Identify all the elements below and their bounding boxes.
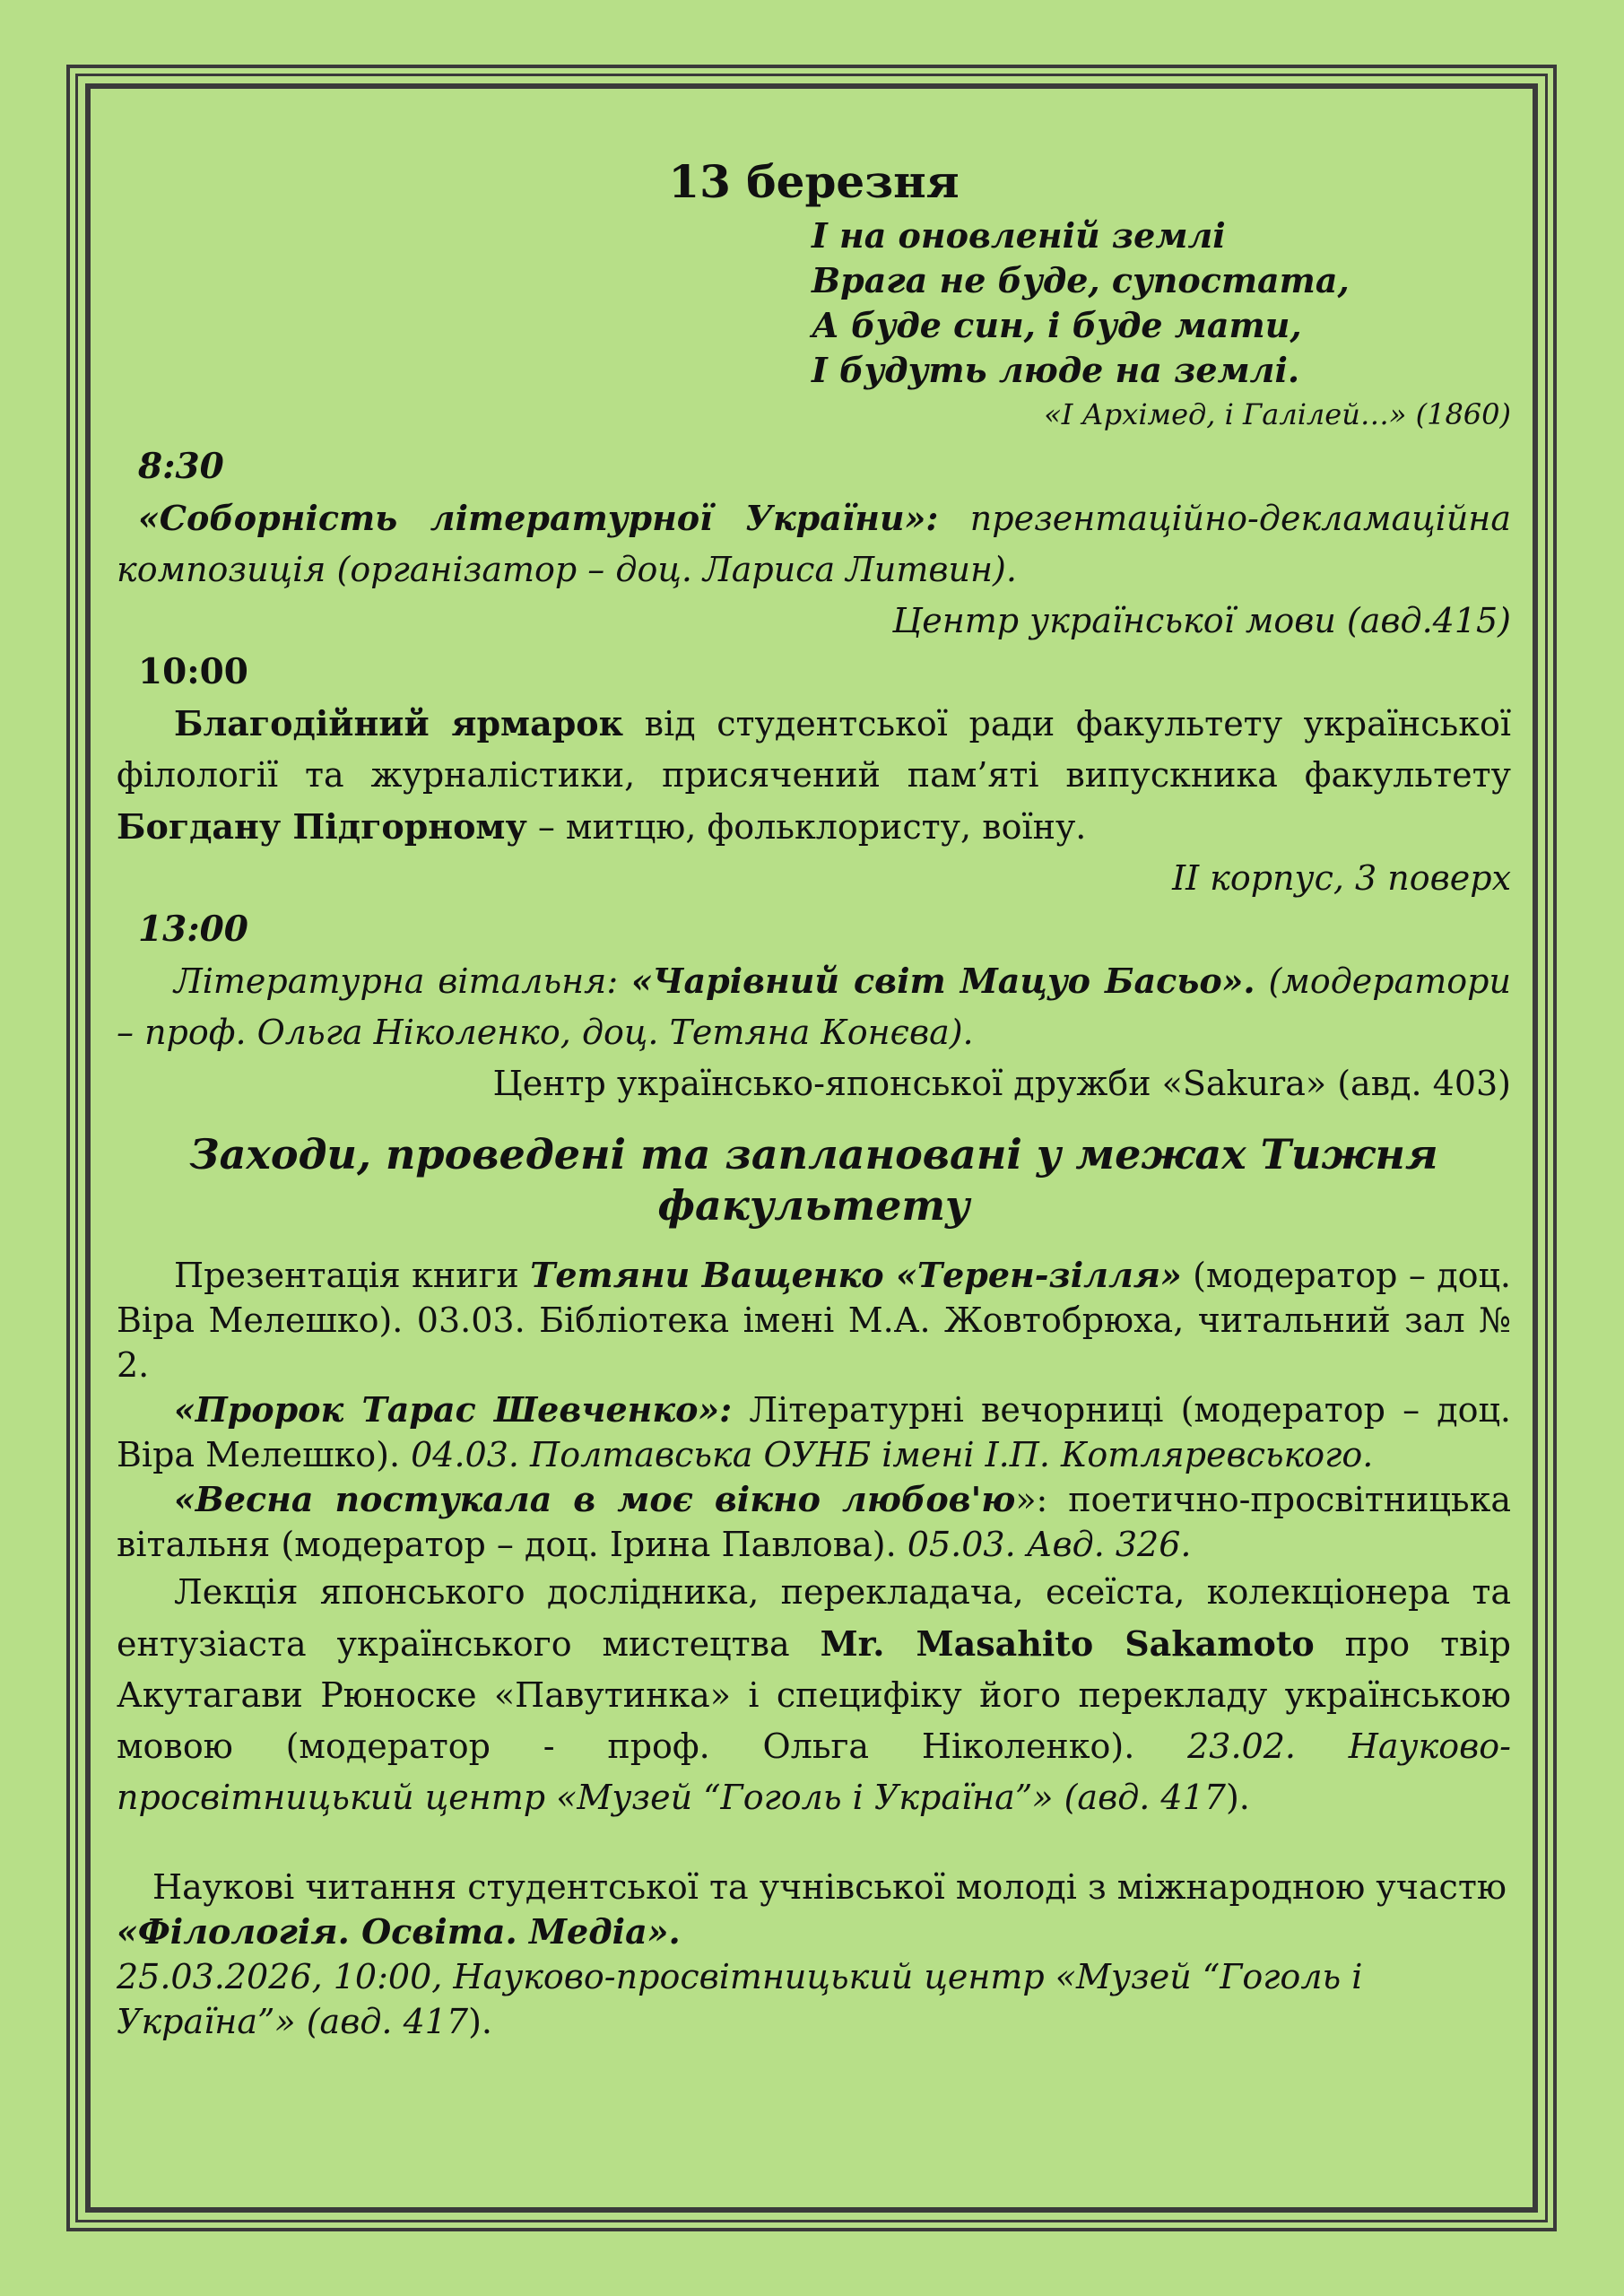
- readings-announcement: [117, 1865, 1511, 2044]
- event-text: – митцю, фольклористу, воїну.: [526, 807, 1087, 847]
- item-title: Тетяни Ващенко «Терен-зілля»: [530, 1255, 1182, 1295]
- item-title: «Пророк Тарас Шевченко»:: [174, 1389, 733, 1430]
- event-location: Центр української мови (авд.415): [892, 601, 1511, 640]
- item-text: »: поетично-просвітницька вітальня (модератор – доц. Ірина Павлова).: [117, 1480, 1511, 1564]
- item-tail: ).: [1225, 1778, 1250, 1817]
- readings-location: 25.03.2026, 10:00, Науково-просвітницький центр «Музей “Гоголь і Україна”» (авд. 417: [117, 1957, 1363, 2041]
- item-title: «Весна постукала в моє вікно любов'ю: [174, 1479, 1016, 1519]
- item-location: 05.03. Авд. 326.: [907, 1525, 1192, 1564]
- event-text: презентаційно-декламаційна композиція (організатор – доц. Лариса Литвин).: [117, 499, 1511, 589]
- event-person: Богдану Підгорному: [117, 806, 527, 847]
- poem-line: Врага не буде, супостата,: [812, 260, 1350, 300]
- event-time: 8:30: [138, 446, 224, 487]
- list-item: [117, 1477, 1511, 1567]
- event-location: Центр українсько-японської дружби «Sakura» (авд. 403): [492, 1064, 1511, 1103]
- event-title: Благодійний ярмарок: [174, 703, 624, 744]
- section-title: Заходи, проведені та заплановані у межах Тижня факультету: [189, 1130, 1438, 1230]
- poem-line: А буде син, і буде мати,: [812, 305, 1302, 345]
- readings-text: Наукові читання студентської та учнівської молоді з міжнародною участю: [152, 1867, 1507, 1907]
- poem-source: «І Архімед, і Галілей…» (1860): [1044, 397, 1511, 431]
- event-title: «Чарівний світ Мацуо Басьо».: [631, 961, 1255, 1001]
- event-text: від студентської ради факультету української філології та журналістики, присячений пам’яті випускника факультету: [117, 704, 1512, 795]
- list-item: [117, 1253, 1511, 1387]
- readings-title: «Філологія. Освіта. Медіа».: [117, 1911, 681, 1952]
- item-location: 04.03. Полтавська ОУНБ імені І.П. Котляревського.: [411, 1435, 1374, 1474]
- event-time: 13:00: [138, 909, 248, 950]
- item-text: Лекція японського дослідника, перекладача, есеїста, колекціонера та ентузіаста українського мистецтва: [117, 1572, 1511, 1664]
- readings-tail: ).: [468, 2002, 493, 2041]
- poem-line: І на оновленій землі: [812, 215, 1226, 256]
- item-person: Mr. Masahito Sakamoto: [820, 1623, 1315, 1664]
- item-text: (модератор – доц. Віра Мелешко). 03.03. Бібліотека імені М.А. Жовтобрюха, читальний зал № 2.: [117, 1256, 1511, 1385]
- item-text: про твір Акутагави Рюноске «Павутинка» і специфіку його перекладу українською мовою (модератор - проф. Ольга Ніколенко).: [117, 1624, 1511, 1766]
- list-item: [117, 1567, 1511, 1823]
- list-item: [117, 1387, 1511, 1477]
- event-description: [117, 492, 1511, 596]
- event-title: «Соборність літературної України»:: [138, 498, 939, 538]
- event-text: (модератори – проф. Ольга Ніколенко, доц. Тетяна Конєва).: [117, 961, 1511, 1052]
- poem-epigraph: [812, 213, 1511, 393]
- document-content: [117, 152, 1511, 2044]
- item-prefix: Презентація книги: [174, 1256, 531, 1295]
- event-location: ІІ корпус, 3 поверх: [1172, 858, 1511, 898]
- item-text: Літературні вечорниці (модератор – доц. Віра Мелешко).: [117, 1390, 1511, 1474]
- poem-line: І будуть люде на землі.: [812, 350, 1300, 390]
- event-time: 10:00: [138, 651, 248, 692]
- item-location: 23.02. Науково-просвітницький центр «Музей “Гоголь і Україна”» (авд. 417: [117, 1726, 1512, 1817]
- event-description: [117, 955, 1511, 1058]
- event-description: [117, 698, 1511, 853]
- spacer: [117, 1823, 1511, 1865]
- page-title: 13 березня: [668, 155, 960, 208]
- event-prefix: Літературна вітальня:: [174, 961, 631, 1001]
